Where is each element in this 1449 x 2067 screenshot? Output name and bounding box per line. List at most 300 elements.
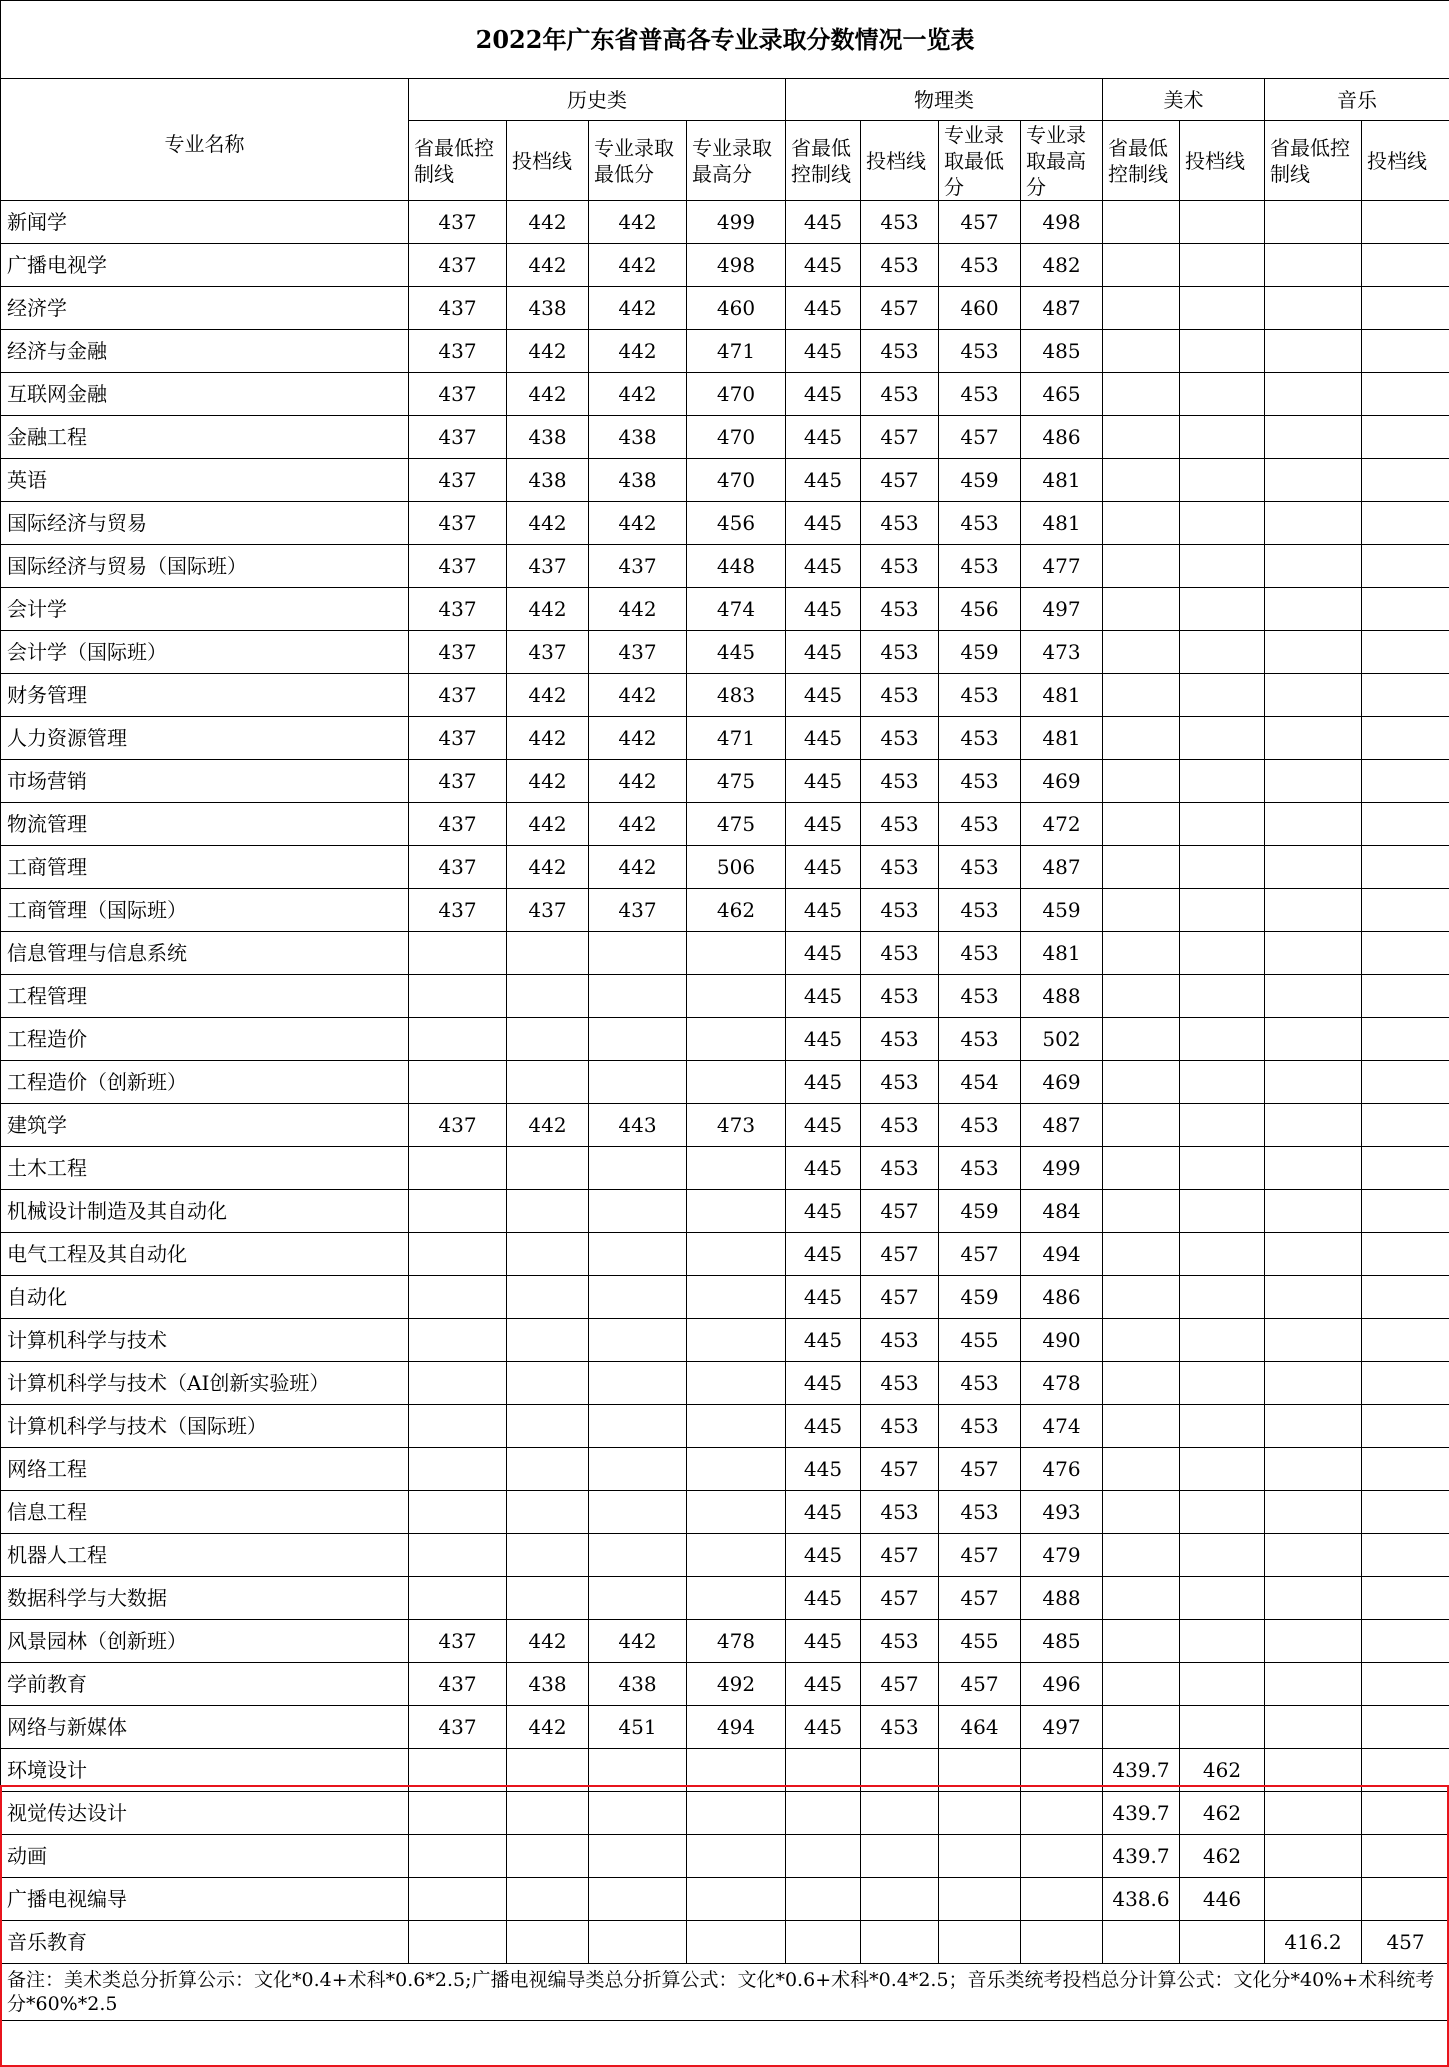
score-cell: 487 [1021,287,1103,330]
score-cell: 437 [409,717,507,760]
score-cell [1265,1104,1362,1147]
score-cell [1265,459,1362,502]
score-cell [589,1491,687,1534]
score-cell [507,1835,589,1878]
score-cell [1265,416,1362,459]
score-cell [1103,287,1180,330]
score-cell [786,1835,861,1878]
score-cell [1362,889,1449,932]
history-group-header: 历史类 [409,79,786,121]
score-cell [1103,545,1180,588]
score-cell [1103,1319,1180,1362]
major-name-cell: 新闻学 [1,201,409,244]
score-cell [1180,1663,1265,1706]
score-cell: 445 [786,1147,861,1190]
score-cell [861,1921,939,1964]
table-row [1,889,1449,932]
score-cell: 445 [786,932,861,975]
score-cell [507,1577,589,1620]
score-cell [589,1018,687,1061]
score-cell: 453 [939,932,1021,975]
score-cell: 445 [786,717,861,760]
score-cell [1362,846,1449,889]
score-cell: 438 [589,1663,687,1706]
score-cell: 494 [687,1706,786,1749]
score-cell: 438 [589,459,687,502]
score-cell [1265,244,1362,287]
score-cell [409,1534,507,1577]
major-name-cell: 建筑学 [1,1104,409,1147]
score-cell: 453 [939,1018,1021,1061]
score-cell: 445 [786,545,861,588]
score-cell [1362,1448,1449,1491]
table-row [1,545,1449,588]
score-cell [1103,717,1180,760]
score-cell [1362,1491,1449,1534]
major-name-cell: 工程造价 [1,1018,409,1061]
score-cell [409,975,507,1018]
score-cell [589,1362,687,1405]
score-cell [589,1276,687,1319]
score-cell: 442 [507,717,589,760]
score-cell [1021,1921,1103,1964]
score-cell [687,1233,786,1276]
score-cell: 442 [589,803,687,846]
score-cell: 457 [861,1534,939,1577]
table-row [1,1233,1449,1276]
score-cell [1180,1147,1265,1190]
score-cell: 459 [939,631,1021,674]
score-cell [786,1792,861,1835]
score-cell: 488 [1021,975,1103,1018]
score-cell [1265,846,1362,889]
score-cell: 438 [589,416,687,459]
score-cell: 442 [589,373,687,416]
score-cell [1362,244,1449,287]
score-cell [1362,803,1449,846]
score-cell [1362,1620,1449,1663]
score-cell [1103,1104,1180,1147]
score-cell [1265,1405,1362,1448]
score-cell [1362,932,1449,975]
table-title: 2022年广东省普高各专业录取分数情况一览表 [1,1,1449,79]
physics-col-major-min: 专业录取最低分 [939,121,1021,201]
score-cell: 437 [409,1663,507,1706]
score-cell: 442 [507,373,589,416]
score-cell [1362,717,1449,760]
major-name-cell: 广播电视编导 [1,1878,409,1921]
score-cell [409,1448,507,1491]
score-cell: 445 [786,889,861,932]
score-cell: 442 [507,803,589,846]
score-cell: 445 [786,1233,861,1276]
music-group-header: 音乐 [1265,79,1449,121]
major-name-cell: 环境设计 [1,1749,409,1792]
table-row [1,1921,1449,1964]
score-cell: 459 [939,1190,1021,1233]
table-row [1,975,1449,1018]
score-cell: 477 [1021,545,1103,588]
score-cell [589,1061,687,1104]
score-cell [1265,975,1362,1018]
score-cell: 445 [786,1405,861,1448]
score-cell: 445 [786,1663,861,1706]
score-cell [1265,1319,1362,1362]
table-row [1,459,1449,502]
score-cell: 442 [507,1620,589,1663]
score-cell: 460 [939,287,1021,330]
score-cell: 442 [589,846,687,889]
score-cell [1180,1534,1265,1577]
score-cell [589,1835,687,1878]
score-cell: 453 [861,502,939,545]
major-name-cell: 工程造价（创新班） [1,1061,409,1104]
score-cell: 442 [589,1620,687,1663]
score-cell [1103,201,1180,244]
score-cell: 453 [861,975,939,1018]
score-cell: 442 [589,760,687,803]
score-cell: 453 [939,545,1021,588]
score-cell [1180,1190,1265,1233]
art-col-min-control: 省最低控制线 [1103,121,1180,201]
score-cell [507,1792,589,1835]
score-cell: 446 [1180,1878,1265,1921]
score-cell: 492 [687,1663,786,1706]
score-cell: 437 [409,846,507,889]
score-cell: 445 [786,330,861,373]
score-cell [687,1018,786,1061]
score-cell: 462 [1180,1792,1265,1835]
art-col-filing-line: 投档线 [1180,121,1265,201]
score-cell: 453 [939,674,1021,717]
score-cell [1362,1835,1449,1878]
score-cell: 442 [507,244,589,287]
table-row [1,1448,1449,1491]
score-cell: 437 [409,889,507,932]
major-name-cell: 物流管理 [1,803,409,846]
major-name-cell: 数据科学与大数据 [1,1577,409,1620]
score-cell [687,1319,786,1362]
score-cell: 457 [861,1577,939,1620]
score-cell: 456 [687,502,786,545]
score-cell [507,932,589,975]
score-cell [1103,416,1180,459]
score-cell: 445 [786,631,861,674]
score-cell [1103,1405,1180,1448]
score-cell: 453 [939,889,1021,932]
score-cell: 453 [861,846,939,889]
score-cell [1103,1276,1180,1319]
score-cell: 442 [507,1706,589,1749]
score-cell: 445 [786,846,861,889]
table-row [1,1061,1449,1104]
major-name-cell: 视觉传达设计 [1,1792,409,1835]
score-cell [1180,416,1265,459]
major-name-cell: 信息工程 [1,1491,409,1534]
score-cell [1180,287,1265,330]
score-cell: 453 [939,846,1021,889]
score-cell [507,1362,589,1405]
score-cell [1180,717,1265,760]
score-cell: 442 [589,287,687,330]
major-name-cell: 信息管理与信息系统 [1,932,409,975]
major-name-cell: 会计学（国际班） [1,631,409,674]
score-cell: 453 [939,975,1021,1018]
major-name-cell: 工程管理 [1,975,409,1018]
score-cell: 416.2 [1265,1921,1362,1964]
score-cell: 457 [939,1663,1021,1706]
score-cell: 445 [786,1577,861,1620]
score-cell [507,1147,589,1190]
score-cell: 481 [1021,459,1103,502]
score-cell: 453 [939,717,1021,760]
score-cell [589,1319,687,1362]
score-cell [409,1018,507,1061]
score-cell [1362,674,1449,717]
score-cell: 455 [939,1620,1021,1663]
score-cell [1180,1620,1265,1663]
score-cell: 453 [939,803,1021,846]
history-col-major-min: 专业录取最低分 [589,121,687,201]
score-cell [687,1276,786,1319]
score-cell: 437 [409,803,507,846]
physics-col-filing-line: 投档线 [861,121,939,201]
score-cell [1362,760,1449,803]
major-name-cell: 国际经济与贸易 [1,502,409,545]
score-cell [1103,631,1180,674]
score-cell [1265,1577,1362,1620]
table-row [1,416,1449,459]
score-cell [1180,1491,1265,1534]
score-cell [409,1921,507,1964]
score-cell: 442 [507,1104,589,1147]
score-cell: 437 [409,416,507,459]
score-cell [939,1878,1021,1921]
score-cell [1180,545,1265,588]
art-group-header: 美术 [1103,79,1265,121]
score-cell: 453 [939,1104,1021,1147]
physics-col-major-max: 专业录取最高分 [1021,121,1103,201]
score-cell: 442 [507,201,589,244]
major-name-header: 专业名称 [1,79,409,201]
score-cell [687,1147,786,1190]
score-cell: 487 [1021,1104,1103,1147]
score-cell: 437 [409,287,507,330]
score-cell [1362,1878,1449,1921]
score-cell: 442 [507,760,589,803]
major-name-cell: 互联网金融 [1,373,409,416]
table-row [1,846,1449,889]
score-cell: 438 [507,1663,589,1706]
score-cell: 481 [1021,717,1103,760]
score-cell: 453 [861,373,939,416]
score-cell: 465 [1021,373,1103,416]
score-cell [687,1835,786,1878]
score-cell: 437 [409,502,507,545]
score-cell [1362,1061,1449,1104]
score-cell [589,1577,687,1620]
score-cell: 453 [861,803,939,846]
score-cell: 453 [939,1362,1021,1405]
score-cell: 470 [687,459,786,502]
score-cell [1180,1061,1265,1104]
score-cell: 478 [687,1620,786,1663]
table-row [1,803,1449,846]
major-name-cell: 市场营销 [1,760,409,803]
score-cell [1362,631,1449,674]
history-col-filing-line: 投档线 [507,121,589,201]
score-cell [409,1233,507,1276]
score-cell [861,1835,939,1878]
score-cell: 457 [1362,1921,1449,1964]
score-cell: 445 [786,1448,861,1491]
score-cell: 481 [1021,502,1103,545]
score-cell [1180,1233,1265,1276]
score-cell: 442 [589,674,687,717]
score-cell [786,1921,861,1964]
score-cell [1362,1792,1449,1835]
score-cell [1265,932,1362,975]
score-cell [1265,1448,1362,1491]
score-cell [1021,1749,1103,1792]
score-cell [1265,373,1362,416]
score-cell: 474 [687,588,786,631]
score-cell: 437 [409,631,507,674]
score-cell: 457 [939,1448,1021,1491]
score-cell [1103,1362,1180,1405]
score-cell: 437 [409,1104,507,1147]
score-cell: 445 [786,244,861,287]
score-cell: 488 [1021,1577,1103,1620]
major-name-cell: 工商管理 [1,846,409,889]
score-cell [1362,416,1449,459]
score-cell [1180,1018,1265,1061]
score-cell [1103,932,1180,975]
score-cell: 481 [1021,674,1103,717]
score-cell [1180,1577,1265,1620]
score-cell [1180,373,1265,416]
score-cell [589,932,687,975]
score-cell: 453 [861,201,939,244]
score-cell: 457 [939,1577,1021,1620]
score-cell [687,1190,786,1233]
score-cell [1362,373,1449,416]
table-row [1,244,1449,287]
score-cell [1265,287,1362,330]
score-cell [786,1749,861,1792]
score-cell: 445 [786,1534,861,1577]
score-cell: 457 [861,1663,939,1706]
score-cell [1021,1835,1103,1878]
score-cell: 453 [861,545,939,588]
score-cell [1265,631,1362,674]
score-cell: 445 [786,1319,861,1362]
score-cell: 438 [507,416,589,459]
score-cell [687,1491,786,1534]
score-cell: 439.7 [1103,1835,1180,1878]
table-row [1,1534,1449,1577]
table-row [1,1276,1449,1319]
score-cell: 502 [1021,1018,1103,1061]
score-cell: 457 [939,1233,1021,1276]
score-cell [1362,1190,1449,1233]
table-row [1,287,1449,330]
major-name-cell: 网络与新媒体 [1,1706,409,1749]
table-row [1,1577,1449,1620]
score-cell: 497 [1021,588,1103,631]
score-cell [1362,1319,1449,1362]
score-cell: 481 [1021,932,1103,975]
score-cell [1103,1534,1180,1577]
score-cell: 442 [589,502,687,545]
score-cell [861,1792,939,1835]
score-cell: 482 [1021,244,1103,287]
score-cell: 453 [861,1147,939,1190]
score-cell [1103,803,1180,846]
score-cell [1180,1706,1265,1749]
score-cell: 442 [589,717,687,760]
score-cell [1180,674,1265,717]
score-cell [1265,1018,1362,1061]
score-cell [409,1491,507,1534]
score-cell: 442 [589,330,687,373]
score-cell: 445 [786,373,861,416]
score-cell: 457 [939,1534,1021,1577]
score-cell [409,1147,507,1190]
score-cell [861,1878,939,1921]
score-cell: 486 [1021,1276,1103,1319]
score-cell: 474 [1021,1405,1103,1448]
score-cell: 470 [687,373,786,416]
score-cell [1265,1620,1362,1663]
score-cell: 472 [1021,803,1103,846]
score-cell [1362,1233,1449,1276]
score-cell: 442 [507,502,589,545]
score-cell [939,1921,1021,1964]
score-cell [687,1878,786,1921]
score-cell [1180,631,1265,674]
score-cell [507,1276,589,1319]
score-cell: 453 [861,1362,939,1405]
score-cell [1103,330,1180,373]
score-cell: 445 [786,1190,861,1233]
score-cell: 445 [786,760,861,803]
score-cell [589,1878,687,1921]
score-cell: 471 [687,717,786,760]
score-cell: 442 [589,244,687,287]
score-cell: 437 [507,545,589,588]
score-cell: 459 [939,459,1021,502]
score-cell: 453 [939,760,1021,803]
score-cell: 445 [687,631,786,674]
score-cell [507,1534,589,1577]
score-cell [1362,1577,1449,1620]
score-cell: 454 [939,1061,1021,1104]
table-row [1,760,1449,803]
score-cell [589,1190,687,1233]
score-cell [507,1491,589,1534]
score-cell: 453 [861,717,939,760]
table-row [1,1190,1449,1233]
score-cell: 445 [786,1104,861,1147]
score-cell [1362,1405,1449,1448]
score-cell: 462 [1180,1749,1265,1792]
score-cell: 464 [939,1706,1021,1749]
score-cell [589,1792,687,1835]
score-cell: 483 [687,674,786,717]
score-cell: 445 [786,459,861,502]
score-cell [1103,1233,1180,1276]
